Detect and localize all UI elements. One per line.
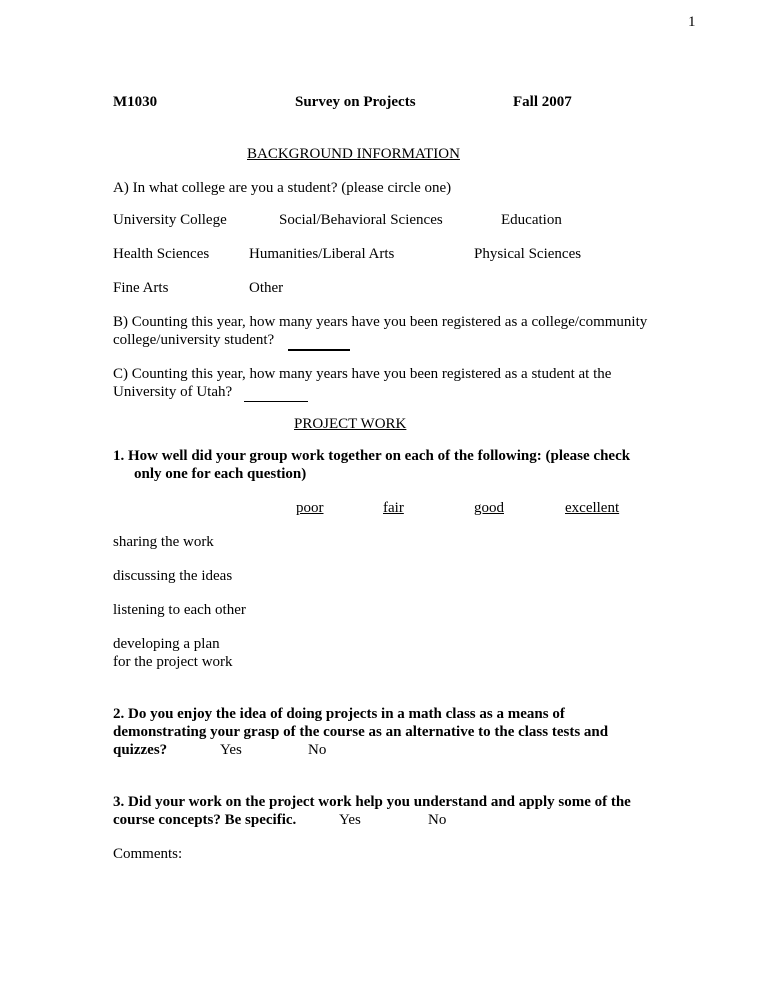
option-education[interactable]: Education [501, 212, 562, 228]
question-c-line2 [113, 383, 308, 402]
question-2-line1: 2. Do you enjoy the idea of doing projects in a math class as a means of [113, 706, 565, 722]
question-3-yes[interactable]: Yes [339, 812, 361, 828]
question-c-text: University of Utah? [113, 384, 233, 400]
rating-excellent: excellent [565, 500, 620, 516]
question-2-line3: quizzes? [113, 742, 168, 758]
question-b-line2 [113, 331, 350, 351]
rating-fair: fair [383, 500, 404, 516]
question-1-line1: 1. How well did your group work together on each of the following: (please check [113, 448, 631, 464]
question-c-line1: C) Counting this year, how many years have you been registered as a student at the [113, 366, 612, 382]
survey-title: Survey on Projects [295, 94, 416, 110]
option-university-college[interactable]: University College [113, 212, 227, 228]
option-social-behavioral[interactable]: Social/Behavioral Sciences [279, 212, 443, 228]
item-developing-line2: for the project work [113, 654, 233, 670]
item-discussing: discussing the ideas [113, 568, 233, 584]
option-humanities[interactable]: Humanities/Liberal Arts [249, 246, 395, 262]
term: Fall 2007 [513, 94, 572, 110]
course-code: M1030 [113, 94, 158, 110]
question-3-line1: 3. Did your work on the project work help you understand and apply some of the [113, 794, 631, 810]
question-b-line1: B) Counting this year, how many years have you been registered as a college/community [113, 314, 648, 330]
rating-good: good [474, 500, 504, 516]
rating-poor: poor [296, 500, 324, 516]
years-college-blank[interactable] [288, 331, 350, 351]
question-1-line2: only one for each question) [134, 466, 307, 482]
option-fine-arts[interactable]: Fine Arts [113, 280, 169, 296]
question-2-no[interactable]: No [308, 742, 327, 758]
item-listening: listening to each other [113, 602, 246, 618]
page-number: 1 [688, 14, 696, 30]
option-other[interactable]: Other [249, 280, 284, 296]
years-utah-blank[interactable] [244, 383, 308, 402]
question-2-yes[interactable]: Yes [220, 742, 242, 758]
project-work-heading: PROJECT WORK [294, 416, 407, 432]
question-3-no[interactable]: No [428, 812, 447, 828]
question-a: A) In what college are you a student? (please circle one) [113, 180, 452, 196]
option-health-sciences[interactable]: Health Sciences [113, 246, 210, 262]
comments-label: Comments: [113, 846, 183, 862]
option-physical-sciences[interactable]: Physical Sciences [474, 246, 582, 262]
question-2-line2: demonstrating your grasp of the course as an alternative to the class tests and [113, 724, 609, 740]
question-b-text: college/university student? [113, 332, 275, 348]
item-developing-line1: developing a plan [113, 636, 220, 652]
background-heading: BACKGROUND INFORMATION [247, 146, 460, 162]
item-sharing: sharing the work [113, 534, 214, 550]
question-3-line2: course concepts? Be specific. [113, 812, 297, 828]
